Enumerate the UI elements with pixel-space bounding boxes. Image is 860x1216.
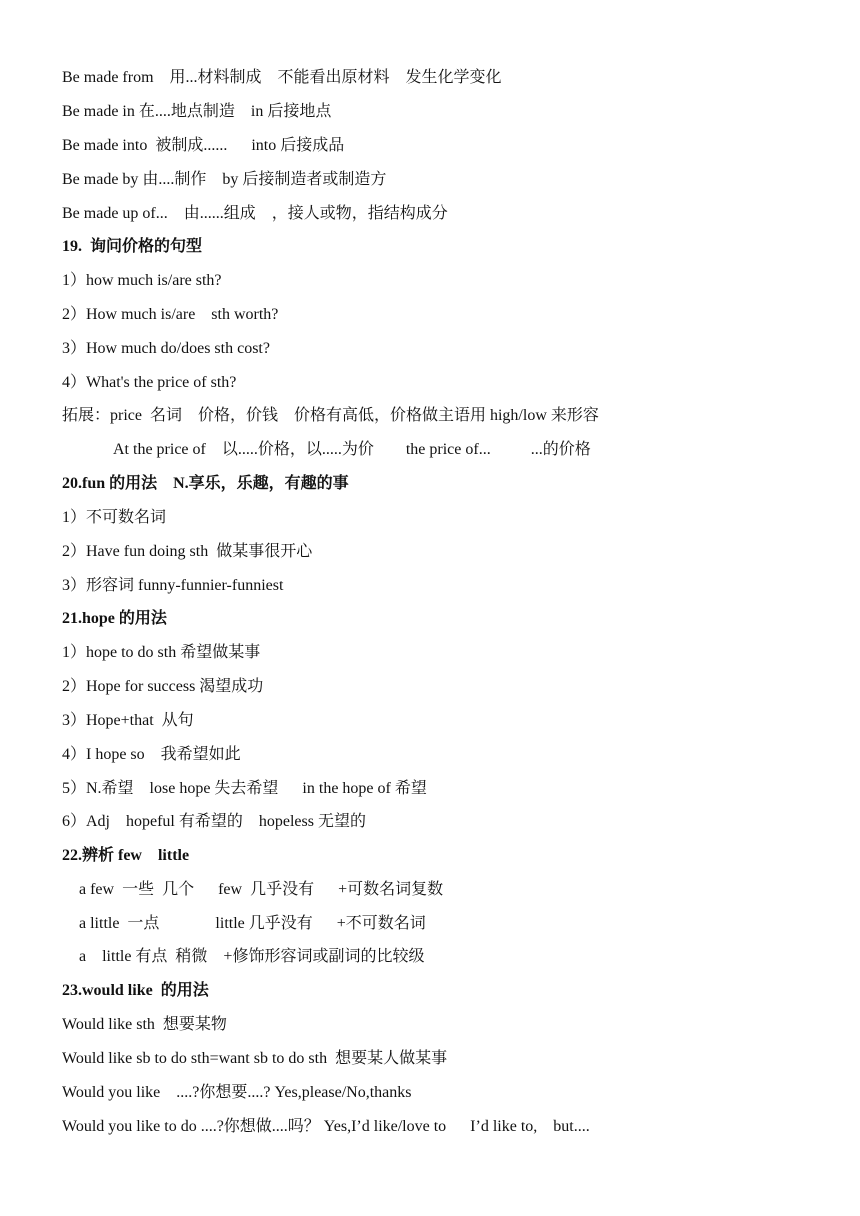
text-line: Be made in 在....地点制造 in 后接地点 bbox=[62, 103, 332, 120]
text-line: Would like sth 想要某物 bbox=[62, 1016, 227, 1033]
text-line: a little 一点 little 几乎没有 +不可数名词 bbox=[79, 915, 426, 932]
text-line: Be made up of... 由......组成 ，接人或物，指结构成分 bbox=[62, 205, 448, 222]
text-line: a few 一些 几个 few 几乎没有 +可数名词复数 bbox=[79, 881, 444, 898]
text-line: Be made into 被制成...... into 后接成品 bbox=[62, 137, 345, 154]
list-item: 6）Adj hopeful 有希望的 hopeless 无望的 bbox=[62, 813, 366, 830]
section-heading: 23.would like 的用法 bbox=[62, 982, 209, 999]
section-heading: 19. 询问价格的句型 bbox=[62, 238, 203, 255]
text-line: Be made by 由....制作 by 后接制造者或制造方 bbox=[62, 171, 387, 188]
list-item: 4）I hope so 我希望如此 bbox=[62, 746, 241, 763]
list-item: 2）Hope for success 渴望成功 bbox=[62, 678, 264, 695]
list-item: 4）What's the price of sth? bbox=[62, 374, 237, 391]
section-heading: 22.辨析 few little bbox=[62, 847, 190, 864]
text-line: 拓展：price 名词 价格，价钱 价格有高低，价格做主语用 high/low 来形容 bbox=[62, 407, 599, 424]
list-item: 2）How much is/are sth worth? bbox=[62, 306, 279, 323]
list-item: 3）形容词 funny-funnier-funniest bbox=[62, 577, 284, 594]
section-heading: 21.hope 的用法 bbox=[62, 610, 167, 627]
list-item: 1）不可数名词 bbox=[62, 509, 167, 526]
list-item: 3）How much do/does sth cost? bbox=[62, 340, 270, 357]
list-item: 1）hope to do sth 希望做某事 bbox=[62, 644, 261, 661]
text-line: Would like sb to do sth=want sb to do sth 想要某人做某事 bbox=[62, 1050, 448, 1067]
section-heading: 20.fun 的用法 N.享乐，乐趣，有趣的事 bbox=[62, 475, 349, 492]
list-item: 2）Have fun doing sth 做某事很开心 bbox=[62, 543, 313, 560]
text-line: Would you like to do ....?你想做....吗？ Yes,I’d like/love to I’d like to, but.... bbox=[62, 1118, 590, 1135]
list-item: 1）how much is/are sth? bbox=[62, 272, 222, 289]
list-item: 5）N.希望 lose hope 失去希望 in the hope of 希望 bbox=[62, 780, 427, 797]
text-line: Would you like ....?你想要....? Yes,please/No,thanks bbox=[62, 1084, 412, 1101]
text-line: At the price of 以.....价格，以.....为价 the price of... ...的价格 bbox=[113, 441, 591, 458]
list-item: 3）Hope+that 从句 bbox=[62, 712, 194, 729]
text-line: Be made from 用...材料制成 不能看出原材料 发生化学变化 bbox=[62, 69, 502, 86]
text-line: a little 有点 稍微 +修饰形容词或副词的比较级 bbox=[79, 948, 425, 965]
